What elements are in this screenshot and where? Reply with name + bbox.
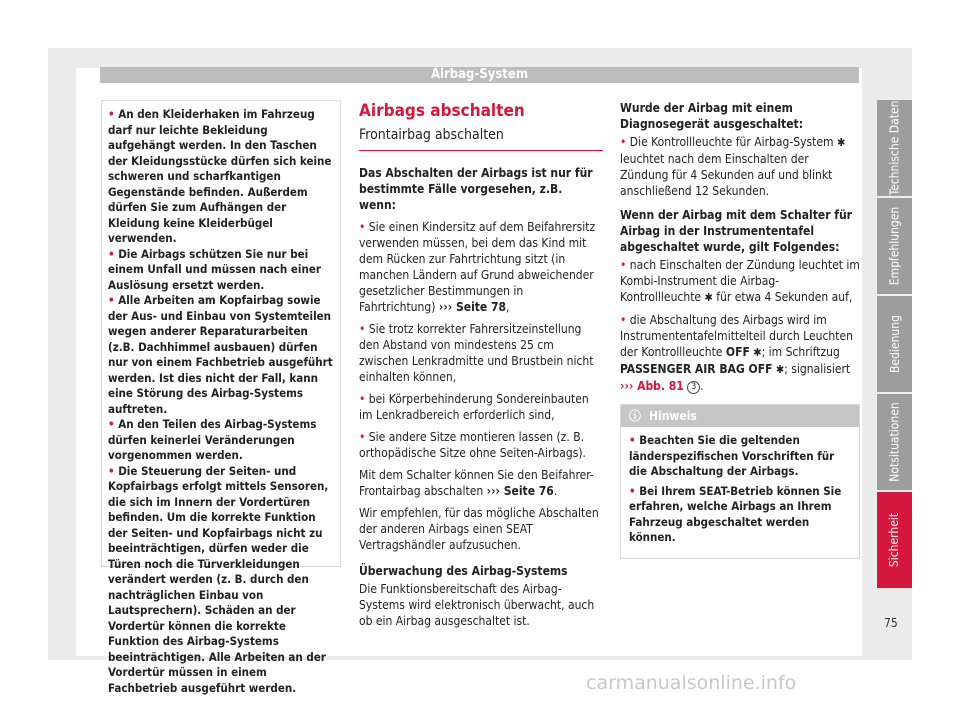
hint-header — [621, 405, 859, 427]
warning-item: • An den Kleiderhaken im Fahrzeug darf nur leichte Bekleidung aufgehängt werden. In den Taschen der Kleidungsstücke dürfen sich keine schweren und scharfkantigen Gegenstände befinden. Außerdem dürfen Sie zum Aufhängen der Kleidung keine Kleiderbügel verwenden. — [108, 107, 332, 245]
page-header: Airbag-System — [100, 67, 859, 83]
info-icon: ⓘ — [629, 409, 642, 423]
paragraph: Wir empfehlen, für das mögliche Abschalten der anderen Airbags einen SEAT Vertragshändler aufzusuchen. — [359, 506, 599, 552]
section-divider — [359, 150, 603, 151]
airbag-warning-icon: ✱ — [704, 291, 713, 304]
warning-item: • An den Teilen des Airbag-Systems dürfen keinerlei Veränderungen vorgenommen werden. — [108, 417, 317, 462]
tab-bedienung[interactable]: Bedienung — [877, 296, 912, 392]
list-item: • bei Körperbehinderung Sondereinbauten im Lenkradbereich erforderlich sind, — [359, 392, 589, 422]
callout-number: 3 — [687, 381, 700, 394]
off-label: OFF — [725, 345, 750, 359]
hint-body — [621, 427, 859, 558]
warning-item: • Die Airbags schützen Sie nur bei einem Unfall und müssen nach einer Auslösung ersetzt werden. — [108, 246, 321, 292]
warning-item: • Die Steuerung der Seiten- und Kopfairbags erfolgt mittels Sensoren, die sich im Innern der Vordertüren befinden. Um die korrekte Funktion der Seiten- und Kopfairbags nicht zu beeinträchtigen, dürfen weder die Türen noch die Türverkleidungen verändert werden (z. B. durch den nachträglichen Einbau von Lautsprechern). Schäden an der Vordertür können die korrekte Funktion des Airbag-Systems beeinträchtigen. Alle Arbeiten an der Vordertür müssen in einem Fachbetrieb ausgeführt werden. — [108, 463, 329, 695]
tab-technische-daten[interactable]: Technische Daten — [877, 100, 912, 196]
section-title: Airbags abschalten — [359, 101, 525, 121]
passenger-airbag-off-label: PASSENGER AIR BAG OFF — [620, 362, 773, 376]
tab-sicherheit[interactable]: Sicherheit — [877, 492, 912, 588]
subheading: Überwachung des Airbag-Systems — [359, 564, 568, 578]
airbag-warning-icon: ✱ — [836, 136, 846, 149]
list-item: • die Abschaltung des Airbags wird im Instrumententafelmittelteil durch Leuchten der Kontrollleuchte OFF ✱; im Schriftzug PASSENGER AIR BAG OFF ✱; signalisiert ››› Abb. 81 3 . — [620, 313, 853, 393]
warning-box — [101, 100, 341, 695]
page-link[interactable]: ››› Seite 78 — [438, 300, 507, 314]
tab-empfehlungen[interactable]: Empfehlungen — [877, 198, 912, 294]
figure-link[interactable]: ››› Abb. 81 — [620, 379, 684, 393]
airbag-off-icon: ✱ — [775, 363, 785, 376]
hint-item: • Beachten Sie die geltenden länderspezifischen Vorschriften für die Abschaltung der Airbags. — [629, 433, 835, 478]
list-item: • Sie andere Sitze montieren lassen (z. B. orthopädische Sitze ohne Seiten-Airbags). — [359, 430, 586, 460]
airbag-off-icon: ✱ — [753, 346, 762, 359]
tab-notsituationen[interactable]: Notsituationen — [877, 394, 912, 490]
main-column — [359, 100, 603, 635]
subheading: Wurde der Airbag mit einem Diagnosegerät ausgeschaltet: — [620, 101, 804, 131]
page-number: 75 — [884, 616, 898, 630]
list-item: • nach Einschalten der Zündung leuchtet im Kombi-Instrument die Airbag- Kontrollleuchte ✱ für etwa 4 Sekunden auf, — [620, 258, 860, 304]
hint-item: • Bei Ihrem SEAT-Betrieb können Sie erfahren, welche Airbags an Ihrem Fahrzeug abgeschaltet werden können. — [629, 483, 842, 544]
paragraph: Mit dem Schalter können Sie den Beifahrer-Frontairbag abschalten ››› Seite 76. — [359, 468, 594, 498]
subheading: Wenn der Airbag mit dem Schalter für Airbag in der Instrumententafel abgeschaltet wurde, gilt Folgendes: — [620, 208, 852, 254]
section-subtitle: Frontairbag abschalten — [359, 127, 504, 143]
right-column — [620, 100, 860, 559]
hint-title: Hinweis — [649, 409, 697, 423]
page-link[interactable]: ››› Seite 76 — [486, 484, 554, 498]
hint-box — [620, 404, 860, 559]
warning-item: • Alle Arbeiten am Kopfairbag sowie der Aus- und Einbau von Systemteilen wegen anderer Reparaturarbeiten (z.B. Dachhimmel ausbauen) dürfen nur von einem Fachbetrieb ausgeführt werden. Ist dies nicht der Fall, kann eine Störung des Airbag-Systems auftreten. — [108, 293, 333, 416]
intro-text: Das Abschalten der Airbags ist nur für bestimmte Fälle vorgesehen, z.B. wenn: — [359, 166, 593, 212]
list-item: • Sie trotz korrekter Fahrersitzeinstellung den Abstand von mindestens 25 cm zwischen Lenkradmitte und Brustbein nicht einhalten können, — [359, 322, 594, 384]
paragraph: Die Funktionsbereitschaft des Airbag-Systems wird elektronisch überwacht, auch ob ein Airbag ausgeschaltet ist. — [359, 582, 595, 628]
list-item: • Die Kontrollleuchte für Airbag-System ✱ leuchtet nach dem Einschalten der Zündung für 4 Sekunden auf und blinkt anschließend 12 Sekunden. — [620, 135, 846, 198]
watermark: carmanualsonline.info — [586, 672, 797, 694]
list-item: • Sie einen Kindersitz auf dem Beifahrersitz verwenden müssen, bei dem das Kind mit dem Rücken zur Fahrtrichtung sitzt (in manchen Ländern auf Grund abweichender gesetzlicher Bestimmungen in Fahrtrichtung) ››› Seite 78, — [359, 220, 596, 314]
